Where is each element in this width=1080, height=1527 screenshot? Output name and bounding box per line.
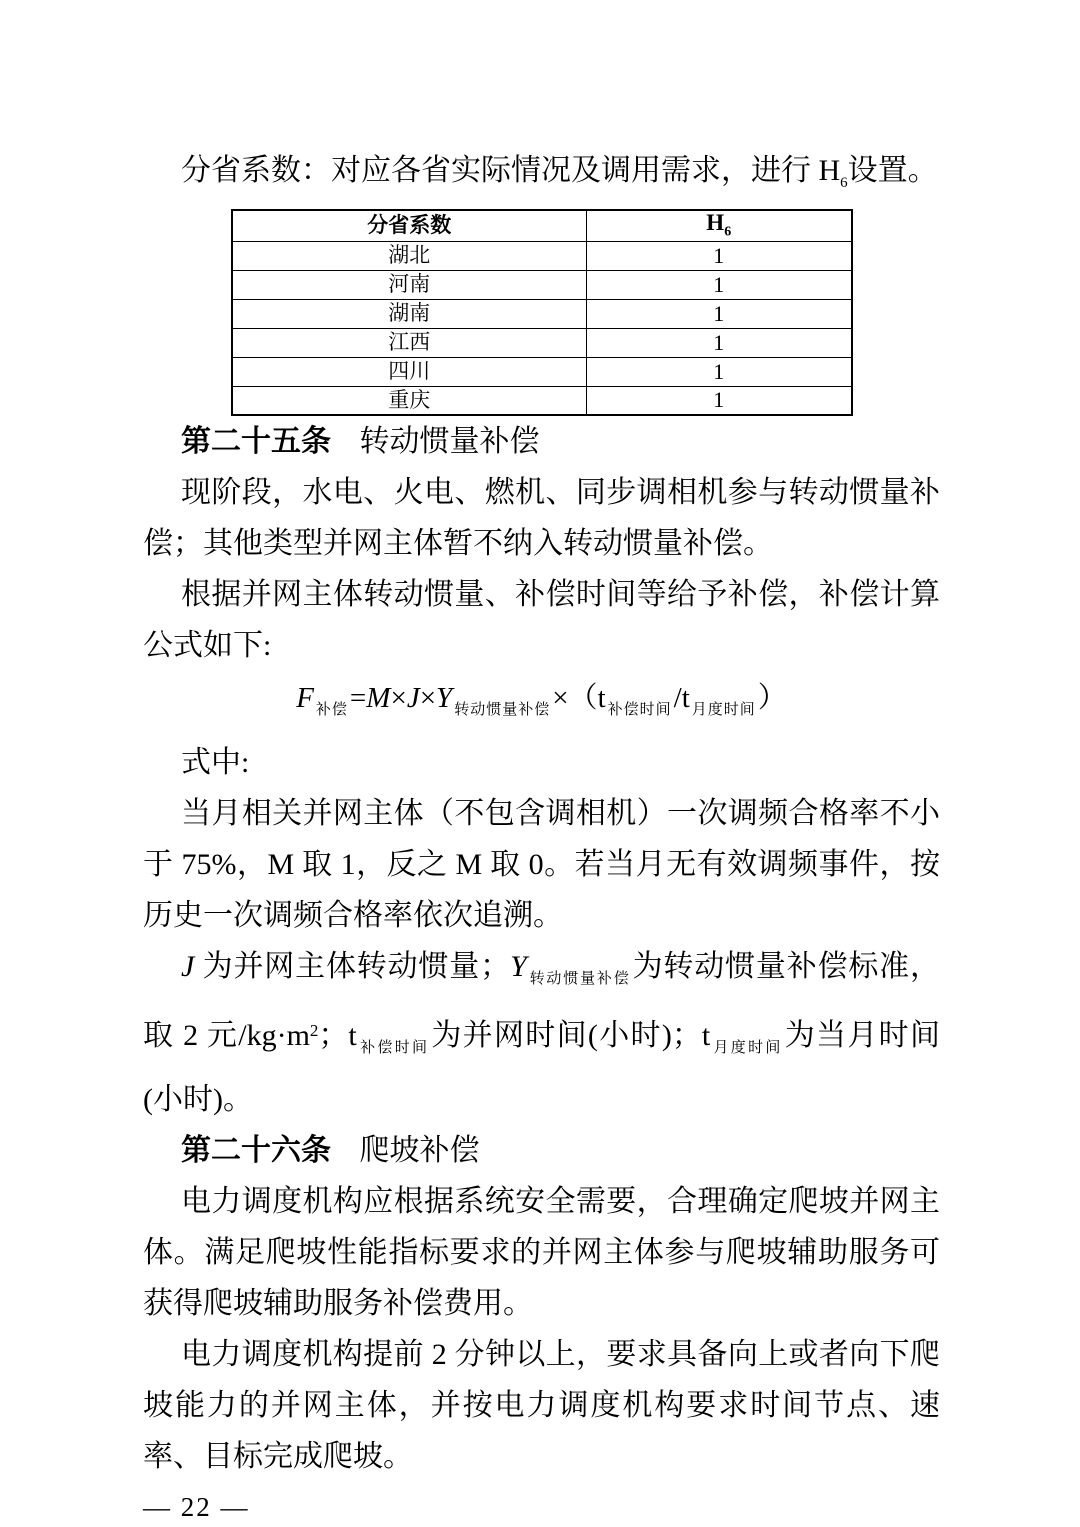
j-def-text-5: 为当月时间(小时)。: [143, 1019, 940, 1116]
article-26-title: 爬坡补偿: [359, 1134, 480, 1167]
province-cell: 湖南: [232, 299, 587, 328]
var-t2-subscript: 月度时间: [712, 1040, 783, 1056]
article-25-number: 第二十五条: [181, 425, 331, 458]
article-26-paragraph-1: 电力调度机构应根据系统安全需要，合理确定爬坡并网主体。满足爬坡性能指标要求的并网主体参与爬坡辅助服务可获得爬坡辅助服务补偿费用。: [143, 1185, 940, 1320]
j-def-text-3: ；t: [318, 1019, 357, 1052]
value-cell: 1: [587, 241, 852, 270]
header-h6-column: [587, 210, 852, 241]
province-cell: 四川: [232, 357, 587, 386]
compensation-formula: [143, 671, 940, 737]
j-definition-paragraph: [143, 941, 940, 1125]
formula-t2-subscript: 月度时间: [691, 702, 756, 718]
formula-times-open-paren: ×（: [552, 682, 598, 714]
province-cell: 江西: [232, 328, 587, 357]
page-number: — 22 —: [143, 1492, 250, 1522]
table-row: [232, 386, 852, 415]
formula-t1-subscript: 补偿时间: [607, 702, 672, 718]
where-label: 式中:: [181, 746, 250, 779]
intro-paragraph: [143, 145, 940, 209]
table-header-row: [232, 210, 852, 241]
var-Y: Y: [510, 950, 527, 983]
formula-equals: =: [349, 682, 367, 714]
j-def-text-2: 为转动惯量补偿标准，取 2 元/kg·m: [143, 950, 940, 1052]
table-row: [232, 328, 852, 357]
intro-text-suffix: 设置。: [847, 154, 938, 187]
formula-M: M: [366, 682, 391, 714]
intro-h6-subscript: 6: [840, 175, 848, 191]
article-25-title: 转动惯量补偿: [359, 425, 540, 458]
article-25-heading: [143, 416, 940, 467]
formula-slash: /: [673, 682, 682, 714]
table-row: [232, 299, 852, 328]
formula-times-1: ×: [390, 682, 407, 714]
table-row: [232, 357, 852, 386]
var-Y-subscript: 转动惯量补偿: [528, 971, 631, 987]
province-cell: 湖北: [232, 241, 587, 270]
article-26-heading: [143, 1125, 940, 1176]
value-cell: 1: [587, 299, 852, 328]
province-cell: 重庆: [232, 386, 587, 415]
province-cell: 河南: [232, 270, 587, 299]
formula-t1: t: [597, 682, 606, 714]
value-cell: 1: [587, 270, 852, 299]
formula-J: J: [406, 682, 420, 714]
h6-subscript: 6: [724, 225, 732, 241]
formula-F: F: [296, 682, 314, 714]
squared-superscript: 2: [309, 1021, 319, 1040]
formula-t2: t: [681, 682, 690, 714]
var-t1-subscript: 补偿时间: [358, 1040, 430, 1056]
value-cell: 1: [587, 357, 852, 386]
article-26-paragraph-2: 电力调度机构提前 2 分钟以上，要求具备向上或者向下爬坡能力的并网主体，并按电力调度机构要求时间节点、速率、目标完成爬坡。: [143, 1338, 940, 1473]
article-25-scope-paragraph: 现阶段，水电、火电、燃机、同步调相机参与转动惯量补偿；其他类型并网主体暂不纳入转动惯量补偿。: [143, 476, 940, 560]
formula-close-paren: ）: [757, 682, 787, 714]
j-def-text-1: 为并网主体转动惯量；: [194, 950, 511, 983]
formula-Y: Y: [436, 682, 453, 714]
m-definition-paragraph: 当月相关并网主体（不包含调相机）一次调频合格率不小于 75%，M 取 1，反之 M 取 0。若当月无有效调频事件，按历史一次调频合格率依次追溯。: [143, 797, 940, 932]
j-def-text-4: 为并网时间(小时)；t: [431, 1019, 711, 1052]
header-province-column: 分省系数: [232, 210, 587, 241]
formula-times-2: ×: [419, 682, 437, 714]
h6-base: H: [706, 210, 725, 236]
var-J: J: [181, 950, 195, 983]
formula-Y-subscript: 转动惯量补偿: [454, 702, 551, 718]
table-row: [232, 270, 852, 299]
formula-F-subscript: 补偿: [315, 702, 348, 718]
provincial-coefficient-table: [231, 209, 853, 416]
value-cell: 1: [587, 328, 852, 357]
value-cell: 1: [587, 386, 852, 415]
intro-text-prefix: 分省系数：对应各省实际情况及调用需求，进行 H: [181, 154, 841, 187]
article-25-basis-paragraph: 根据并网主体转动惯量、补偿时间等给予补偿，补偿计算公式如下:: [143, 578, 940, 662]
article-26-number: 第二十六条: [181, 1134, 331, 1167]
table-row: [232, 241, 852, 270]
